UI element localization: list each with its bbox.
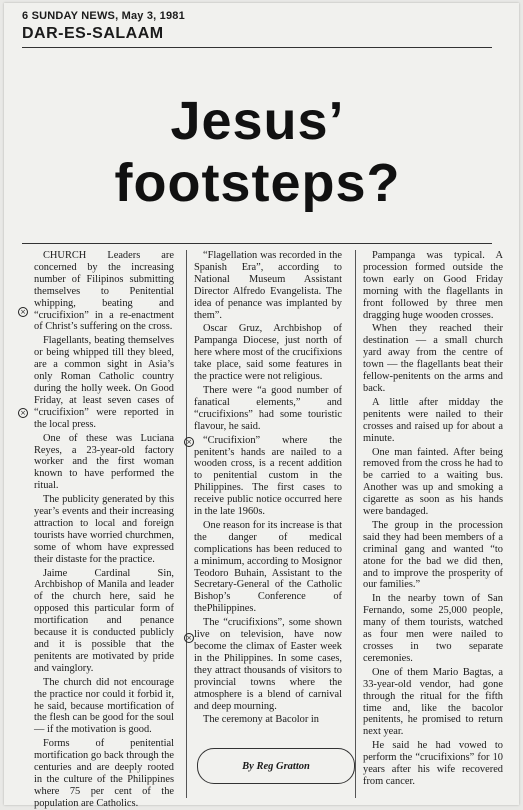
column-divider <box>355 250 356 798</box>
paragraph: The ceremony at Bacolor in <box>203 714 319 726</box>
paragraph: “Crucifixion” where the penitent’s hands are nailed to a wooden cross, is a recent addition to penitential custom in the Philippines. The first cases to receive public notice occurred here in the late 1960s. <box>194 434 342 518</box>
margin-mark-icon: × <box>18 408 28 418</box>
article-column-3 <box>363 250 503 795</box>
headline-line-2: footsteps? <box>114 153 401 213</box>
paragraph: There were “a good number of fanatical elements,” and “crucifixions” had some touristic flavour, he said. <box>194 384 342 432</box>
paragraph: One man fainted. After being removed from the cross he had to be carried to a waiting bus. Another was up and smoking a cigarette as soon as his hands were bandaged. <box>363 446 503 518</box>
paragraph: “Flagellation was recorded in the Spanish Era”, according to National Museum Assistant Director Alfredo Evangelista. The idea of penance was implanted by them”. <box>194 250 342 321</box>
paragraph: Jaime Cardinal Sin, Archbishop of Manila and leader of the church here, said he opposed this particular form of mortification and penance because it is conducted publicly and it is possible that the penitents are motivated by pride and vainglory. <box>34 567 174 674</box>
paragraph: One reason for its increase is that the danger of medical complications has been reduced to a minimum, according to Mosignor Teodoro Buhain, Assistant to the Secretary-General of the Catholic Bishop’s Conference of thePhilippines. <box>194 519 342 615</box>
paragraph: A little after midday the penitents were nailed to their crosses and raised up for about a minute. <box>363 396 503 444</box>
top-rule <box>22 47 492 48</box>
paragraph: The “crucifixions”, some shown live on television, have now become the climax of Easter week in the Philippines. In some cases, they attract thousands of visitors to provincial towns where the atmosphere is a blend of carnival and deep mourning. <box>194 617 342 712</box>
byline: By Reg Gratton <box>197 748 355 784</box>
margin-mark-icon: × <box>184 633 194 643</box>
headline <box>0 90 515 214</box>
article-column-2 <box>194 250 342 795</box>
column-divider <box>186 250 187 798</box>
paragraph: Pampanga was typical. A procession formed outside the town early on Good Friday morning with the flagellants in front followed by three men dragging huge wooden crosses. <box>363 250 503 321</box>
date-line: 6 SUNDAY NEWS, May 3, 1981 <box>22 10 185 22</box>
paragraph: The group in the procession said they had been members of a criminal gang and wanted “to atone for the bad we did then, and to improve the prosperity of our families.” <box>363 519 503 591</box>
paragraph: One of these was Luciana Reyes, a 23-year-old factory worker and the first woman known to have performed the ritual. <box>34 432 174 492</box>
body-top-rule <box>22 243 492 244</box>
dateline-place: DAR-ES-SALAAM <box>22 25 164 42</box>
paragraph: One of them Mario Bagtas, a 33-year-old vendor, had gone through the ritual for the fifth time and, like the bacolor penitents, he promised to return next year. <box>363 666 503 738</box>
margin-mark-icon: × <box>184 437 194 447</box>
article-column-1 <box>34 250 174 809</box>
paragraph: Flagellants, beating themselves or being whipped till they bleed, are a common sight in Asia’s only Roman Catholic country during the holly week. On Good Friday, at least seven cases of “crucifixion” were reported in the local press. <box>34 335 174 430</box>
headline-line-1: Jesus’ <box>170 91 345 151</box>
paragraph: The church did not encourage the practice nor could it forbid it, he said, because mortification of the flesh can be good for the soul — if the motivation is good. <box>34 676 174 736</box>
paragraph: In the nearby town of San Fernando, some 25,000 people, many of them tourists, watched as four men were nailed to crosses in two separate ceremonies. <box>363 593 503 664</box>
paragraph: Oscar Gruz, Archbishop of Pampanga Diocese, just north of here where most of the crucifixions take place, said some features in the practice were not religious. <box>194 323 342 383</box>
paragraph: CHURCH Leaders are concerned by the increasing number of Filipinos submitting themselves to Penitential whipping, beating and “crucifixion” in a re-enactment of Christ’s suffering on the cross. <box>34 250 174 333</box>
paragraph: When they reached their destination — a small church yard away from the centre of town — the flagellants beat their fellow-penitents on the arms and back. <box>363 323 503 394</box>
paragraph: Forms of penitential mortification go back through the centuries and are deeply rooted in the culture of the Philippines where 75 per cent of the population are Catholics. <box>34 738 174 809</box>
margin-mark-icon: × <box>18 307 28 317</box>
paragraph: He said he had vowed to perform the “crucifixions” for 10 years after his wife recovered from cancer. <box>363 740 503 787</box>
paragraph: The publicity generated by this year’s events and their increasing attraction to local and foreign tourists have worried churchmen, some of whom have expressed their distaste for the practice. <box>34 494 174 565</box>
